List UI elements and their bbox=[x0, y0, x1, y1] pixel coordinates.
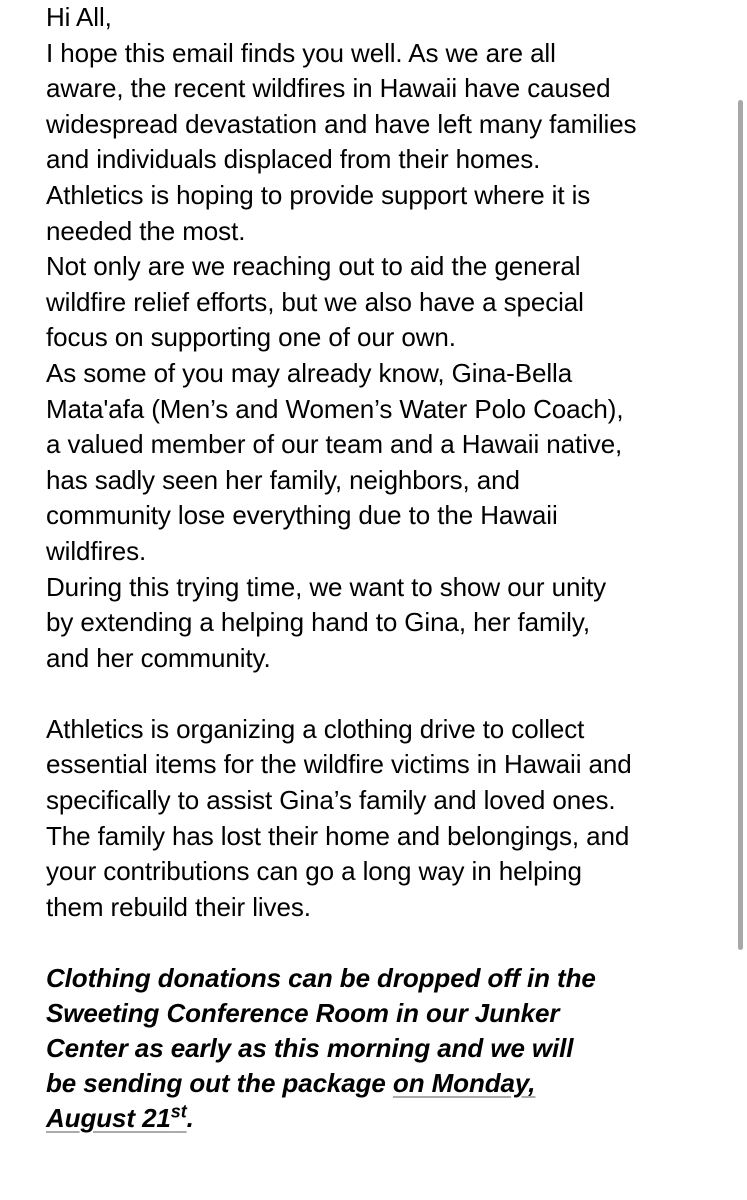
email-body bbox=[46, 0, 736, 1136]
donation-line-4-text: be sending out the package bbox=[46, 1068, 393, 1099]
vertical-scrollbar[interactable] bbox=[738, 100, 743, 950]
donation-line-4 bbox=[46, 1066, 736, 1101]
email-line: specifically to assist Gina’s family and loved ones. bbox=[46, 785, 616, 816]
email-line: wildfires. bbox=[46, 535, 147, 566]
blank-line bbox=[46, 925, 736, 961]
email-line: Hi All, bbox=[46, 2, 112, 32]
email-line: Mata'afa (Men’s and Women’s Water Polo Coach), bbox=[46, 393, 624, 424]
email-line: aware, the recent wildfires in Hawaii have caused bbox=[46, 73, 611, 104]
email-line: Athletics is organizing a clothing drive to collect bbox=[46, 713, 585, 744]
email-line: During this trying time, we want to show our unity bbox=[46, 571, 607, 602]
email-line: your contributions can go a long way in helping bbox=[46, 856, 582, 887]
email-line: them rebuild their lives. bbox=[46, 891, 311, 922]
blank-line bbox=[46, 676, 736, 712]
email-line: The family has lost their home and belongings, and bbox=[46, 820, 630, 851]
email-line: needed the most. bbox=[46, 215, 246, 246]
donation-line-5 bbox=[46, 1101, 736, 1136]
donation-line-2: Sweeting Conference Room in our Junker bbox=[46, 998, 560, 1029]
donation-info bbox=[46, 961, 736, 1136]
email-line: and individuals displaced from their homes. bbox=[46, 144, 541, 175]
date-link-monday[interactable]: on Monday, bbox=[392, 1068, 536, 1099]
email-line: widespread devastation and have left many families bbox=[46, 108, 637, 139]
email-line: Not only are we reaching out to aid the general bbox=[46, 251, 581, 282]
date-text: August 21 bbox=[46, 1103, 171, 1134]
email-line: by extending a helping hand to Gina, her family, bbox=[46, 607, 590, 638]
date-ordinal: st bbox=[170, 1101, 187, 1122]
email-text-block bbox=[46, 0, 736, 961]
email-line: wildfire relief efforts, but we also have a special bbox=[46, 286, 584, 317]
date-period: . bbox=[186, 1103, 194, 1134]
donation-line-1: Clothing donations can be dropped off in the bbox=[46, 963, 596, 994]
email-line: a valued member of our team and a Hawaii native, bbox=[46, 429, 623, 460]
email-line: has sadly seen her family, neighbors, and bbox=[46, 464, 520, 495]
date-link-august[interactable] bbox=[46, 1103, 187, 1133]
donation-line-3: Center as early as this morning and we will bbox=[46, 1033, 574, 1064]
email-line: As some of you may already know, Gina-Bella bbox=[46, 357, 573, 388]
email-line: community lose everything due to the Hawaii bbox=[46, 500, 558, 531]
email-line: and her community. bbox=[46, 642, 271, 673]
email-line: essential items for the wildfire victims in Hawaii and bbox=[46, 749, 632, 780]
email-line: Athletics is hoping to provide support where it is bbox=[46, 179, 591, 210]
email-line: I hope this email finds you well. As we are all bbox=[46, 37, 556, 68]
email-line: focus on supporting one of our own. bbox=[46, 322, 456, 353]
